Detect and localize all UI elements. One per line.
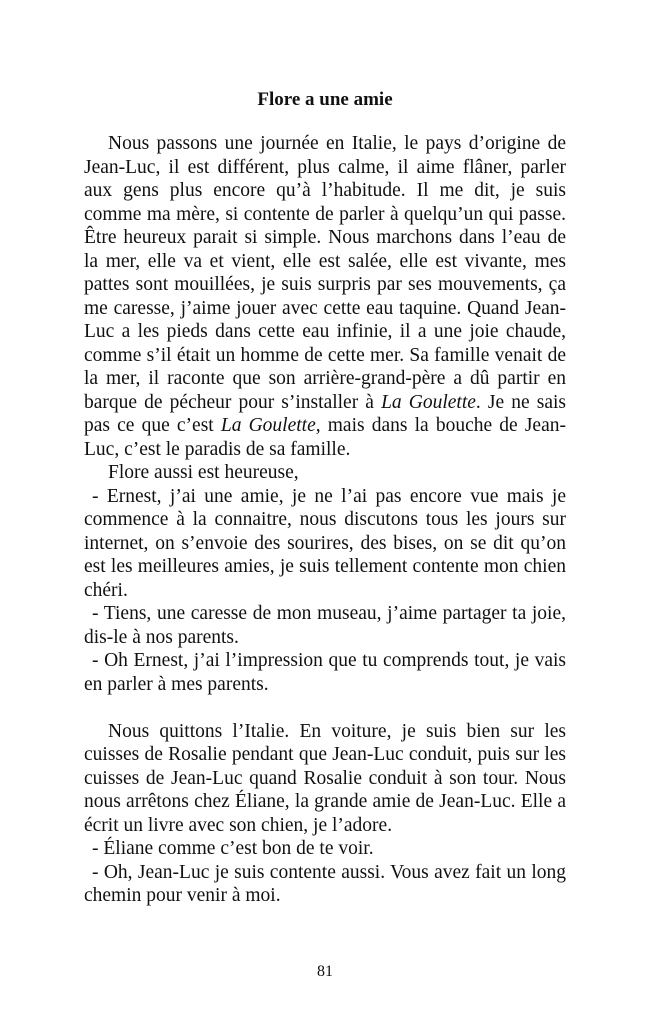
book-page [84, 88, 566, 908]
text-run: Flore aussi est heureuse, [108, 462, 299, 483]
text-run: - Éliane comme c’est bon de te voir. [92, 838, 374, 859]
paragraph-gap [84, 696, 566, 720]
italic-place-name: La Goulette [220, 415, 316, 436]
italic-place-name: La Goulette [381, 391, 476, 413]
text-run: - Oh, Jean-Luc je suis contente aussi. Vous avez fait un long chemin pour venir à moi. [84, 861, 566, 906]
text-run: - Tiens, une caresse de mon museau, j’aime partager ta joie, dis-le à nos parents. [84, 603, 566, 648]
page-number: 81 [317, 963, 333, 980]
paragraph [84, 461, 566, 485]
text-run: . Je ne sais pas ce que c’est [84, 391, 566, 436]
chapter-title: Flore a une amie [257, 89, 393, 110]
dialogue-line [84, 602, 566, 649]
chapter-body [84, 132, 566, 908]
text-run: Nous passons une journée en Italie, le pays d’origine de Jean-Luc, il est différent, plus calme, il aime flâner, parler aux gens plus encore qu’à l’habitude. Il me dit, je suis comme ma mère, si contente de parler à quelqu’un qui passe. Être heureux parait si simple. Nous marchons dans l’eau de la mer, elle va et vient, elle est salée, elle est vivante, mes pattes sont mouillées, je suis surpris par ses mouvements, ça me caresse, j’aime jouer avec cette eau taquine. Quand Jean-Luc a les pieds dans cette eau infinie, il a une joie chaude, comme s’il était un homme de cette mer. Sa famille venait de la mer, il raconte que son arrière-grand-père a dû partir en barque de pécheur pour s’installer à [84, 133, 566, 413]
dialogue-line [84, 861, 566, 908]
paragraph [84, 720, 566, 838]
text-run: Nous quittons l’Italie. En voiture, je suis bien sur les cuisses de Rosalie pendant que Jean-Luc conduit, puis sur les cuisses de Jean-Luc quand Rosalie conduit à son tour. Nous nous arrêtons chez Éliane, la grande amie de Jean-Luc. Elle a écrit un livre avec son chien, je l’adore. [84, 720, 566, 836]
text-run: - Oh Ernest, j’ai l’impression que tu comprends tout, je vais en parler à mes parents. [84, 650, 566, 695]
dialogue-line [84, 649, 566, 696]
dialogue-line [84, 837, 566, 861]
text-run: - Ernest, j’ai une amie, je ne l’ai pas encore vue mais je commence à la connaitre, nous discutons tous les jours sur internet, on s’envoie des sourires, des bises, on se dit qu’on est les meilleures amies, je suis tellement contente mon chien chéri. [84, 485, 566, 601]
paragraph [84, 132, 566, 461]
dialogue-line [84, 485, 566, 603]
text-run: , mais dans la bouche de Jean-Luc, c’est le paradis de sa famille. [84, 415, 566, 460]
